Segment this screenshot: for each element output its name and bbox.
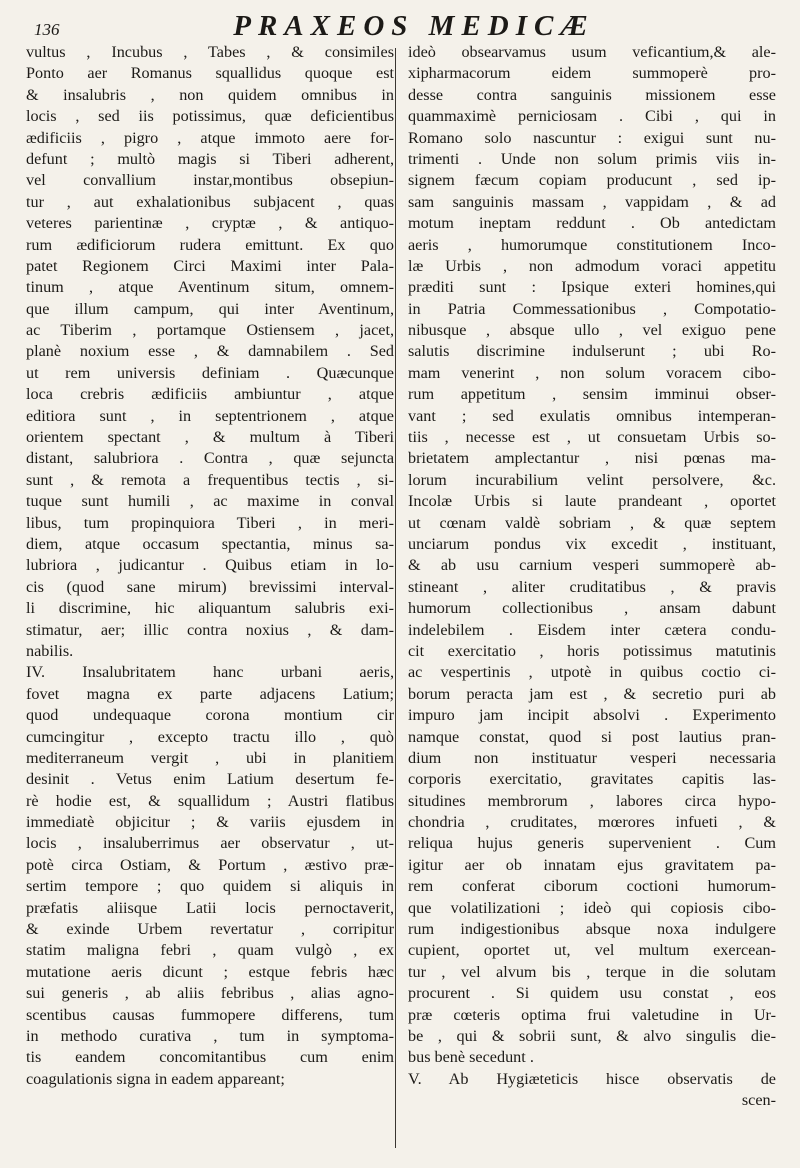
text-line: lubriora , judicantur . Quibus etiam in lo- — [26, 556, 394, 575]
text-line: tur , aut exhalationibus subjacent , quas — [26, 192, 394, 211]
text-line: impuro jam incipit absolvi . Experimento — [408, 706, 776, 725]
text-line: in Patria Commessationibus , Compotatio- — [408, 299, 776, 318]
text-line: igitur aer ob innatam ejus gravitatem pa- — [408, 855, 776, 874]
text-line: IV. Insalubritatem hanc urbani aeris, — [26, 663, 394, 682]
text-line: tiis , necesse est , ut consuetam Urbis so- — [408, 428, 776, 447]
text-line: signem fæcum copiam producunt , sed ip- — [408, 171, 776, 190]
text-line: præfatis aliisque Latii locis pernoctaverit, — [26, 898, 394, 917]
text-line: sam sanguinis massam , vappidam , & ad — [408, 192, 776, 211]
text-line: motum ineptam reddunt . Ob antedictam — [408, 214, 776, 233]
text-line: borum peracta jam est , & secretio puri ab — [408, 684, 776, 703]
text-line: reliqua hujus generis supervenient . Cum — [408, 834, 776, 853]
text-line: rum appetitum , sensim imminui obser- — [408, 385, 776, 404]
text-line: mutatione aeris dicunt ; estque febris hæc — [26, 962, 394, 981]
left-text-column — [26, 42, 394, 1162]
text-line: editiora sunt , in septentrionem , atque — [26, 406, 394, 425]
text-line: corporis exercitatio, gravitates capitis las- — [408, 770, 776, 789]
text-line: ut cœnam valdè sobriam , & quæ septem — [408, 513, 776, 532]
text-line: veteres parientinæ , cryptæ , & antiquo- — [26, 214, 394, 233]
text-line: & exinde Urbem revertatur , corripitur — [26, 920, 394, 939]
text-line: ædificiis , pigro , atque immoto aere for- — [26, 128, 394, 147]
page-header — [34, 10, 774, 44]
right-text-column — [408, 42, 776, 1162]
page-number: 136 — [34, 20, 60, 39]
text-line: lorum incurabilium velint persolvere, &c. — [408, 470, 776, 489]
text-line: præditi sunt : Ipsique exteri homines,qui — [408, 278, 776, 297]
text-line: planè noxium esse , & damnabilem . Sed — [26, 342, 394, 361]
text-line: rum indigestionibus absque noxa indulgere — [408, 920, 776, 939]
text-line: xipharmacorum eidem summoperè pro- — [408, 64, 776, 83]
text-line: vel convallium instar,montibus obsepiun- — [26, 171, 394, 190]
text-line: fovet magna ex parte adjacens Latium; — [26, 684, 394, 703]
text-line: unciarum pondus vix excedit , instituant, — [408, 534, 776, 553]
text-line: be , qui & sobrii sunt, & alvo singulis die- — [408, 1026, 776, 1045]
text-line: nabilis. — [26, 641, 74, 660]
text-line: chondria , cruditates, mœrores infueti , & — [408, 813, 776, 832]
text-line: sertim tempore ; quo quidem si aliquis in — [26, 877, 394, 896]
text-line: situdines membrorum , labores circa hypo- — [408, 791, 776, 810]
text-line: cupient, oportet ut, vel multum exercean- — [408, 941, 776, 960]
text-line: coagulationis signa in eadem appareant; — [26, 1069, 285, 1088]
text-line: tur , vel alvum bis , terque in die solutam — [408, 962, 776, 981]
text-line: vant ; sed exulatis omnibus intemperan- — [408, 406, 776, 425]
text-line: V. Ab Hygiæteticis hisce observatis de — [408, 1069, 776, 1088]
text-line: scentibus causas fummopere differens, tum — [26, 1005, 394, 1024]
text-line: salutis discrimine indulserunt ; ubi Ro- — [408, 342, 776, 361]
text-line: Incolæ Urbis si laute prandeant , oportet — [408, 492, 776, 511]
text-line: cis (quod sane mirum) brevissimi interval- — [26, 577, 394, 596]
text-line: dium non instituatur vesperi necessaria — [408, 748, 776, 767]
text-line: sunt , & remota a frequentibus tectis , si- — [26, 470, 394, 489]
text-line: humorum collectionibus , ansam dabunt — [408, 599, 776, 618]
text-line: locis , insaluberrimus aer observatur , ut- — [26, 834, 394, 853]
text-line: statim maligna febri , quam vulgò , ex — [26, 941, 394, 960]
text-line: tis eandem concomitantibus cum enim — [26, 1048, 394, 1067]
text-line: locis , sed iis potissimus, quæ deficientibus — [26, 107, 394, 126]
running-title: PRAXEOS MEDICÆ — [233, 10, 595, 42]
text-line: stimatur, aer; illic contra noxius , & dam- — [26, 620, 394, 639]
text-line: mam venerint , non solum voracem cibo- — [408, 363, 776, 382]
text-line: quod undequaque corona montium cir — [26, 706, 394, 725]
text-line: namque constat, quod si post lautius pran- — [408, 727, 776, 746]
text-line: diem, atque occasum spectantia, minus sa- — [26, 534, 394, 553]
text-line: procurent . Si quidem usu constat , eos — [408, 984, 776, 1003]
text-line: tuque sunt humili , ac maxime in conval — [26, 492, 394, 511]
text-line: ac Tiberim , portamque Ostiensem , jacet, — [26, 321, 394, 340]
text-line: rè hodie est, & squallidum ; Austri flatibus — [26, 791, 394, 810]
text-line: vultus , Incubus , Tabes , & consimiles — [26, 43, 394, 61]
text-line: trimenti . Unde non solum primis viis in- — [408, 149, 776, 168]
text-line: quammaximè perniciosam . Cibi , qui in — [408, 107, 776, 126]
text-line: Ponto aer Romanus squallidus quoque est — [26, 64, 394, 83]
text-line: indelebilem . Eisdem inter cætera condu- — [408, 620, 776, 639]
text-line: bus benè secedunt . — [408, 1048, 534, 1067]
text-line: distant, salubriora . Contra , quæ sejuncta — [26, 449, 394, 468]
text-line: & ab usu carnium vesperi summoperè ab- — [408, 556, 776, 575]
text-line: nibusque , absque ullo , vel exiguo pene — [408, 321, 776, 340]
text-line: ac vespertinis , utpotè in quibus coctio ci- — [408, 663, 776, 682]
text-line: libus, tum propinquiora Tiberi , in meri- — [26, 513, 394, 532]
text-line: cumcingitur , excepto tractu illo , quò — [26, 727, 394, 746]
text-line: loca crebris ædificiis ambiuntur , atque — [26, 385, 394, 404]
text-line: & insalubris , non quidem omnibus in — [26, 85, 394, 104]
column-divider — [395, 48, 396, 1148]
text-line: defunt ; multò magis si Tiberi adherent, — [26, 149, 394, 168]
text-line: que volatilizationi ; ideò qui copiosis cibo- — [408, 898, 776, 917]
text-line: sui generis , ab aliis febribus , alias agno- — [26, 984, 394, 1003]
text-line: patet Regionem Circi Maximi inter Pala- — [26, 256, 394, 275]
text-line: brietatem amplectantur , nisi pœnas ma- — [408, 449, 776, 468]
text-line: tinum , atque Aventinum situm, omnem- — [26, 278, 394, 297]
text-line: Romano solo nascuntur : exigui sunt nu- — [408, 128, 776, 147]
text-line: desse contra sanguinis missionem esse — [408, 85, 776, 104]
text-line: rem conferat ciborum coctioni humorum- — [408, 877, 776, 896]
text-line: rum ædificiorum rudera emittunt. Ex quo — [26, 235, 394, 254]
text-line: stineant , aliter cruditatibus , & pravis — [408, 577, 776, 596]
text-line: cit exercitatio , horis potissimus matutinis — [408, 641, 776, 660]
text-line: læ Urbis , non admodum voraci appetitu — [408, 256, 776, 275]
text-line: ideò obsearvamus usum veficantium,& ale- — [408, 43, 776, 61]
text-line: desinit . Vetus enim Latium desertum fe- — [26, 770, 394, 789]
text-line: mediterraneum vergit , ubi in planitiem — [26, 748, 394, 767]
text-line: potè circa Ostiam, & Portum , æstivo præ- — [26, 855, 394, 874]
text-line: li discrimine, hic aliquantum salubris exi- — [26, 599, 394, 618]
text-line: aeris , humorumque constitutionem Inco- — [408, 235, 776, 254]
text-line: ut rem universis definiam . Quæcunque — [26, 363, 394, 382]
text-line: que illum campum, qui inter Aventinum, — [26, 299, 394, 318]
text-line: in methodo curativa , tum in symptoma- — [26, 1026, 394, 1045]
text-line: immediatè objicitur ; & variis ejusdem in — [26, 813, 394, 832]
text-line: præ cœteris optima frui valetudine in Ur- — [408, 1005, 776, 1024]
text-line: scen- — [741, 1091, 776, 1110]
text-line: orientem spectant , & multum à Tiberi — [26, 428, 394, 447]
